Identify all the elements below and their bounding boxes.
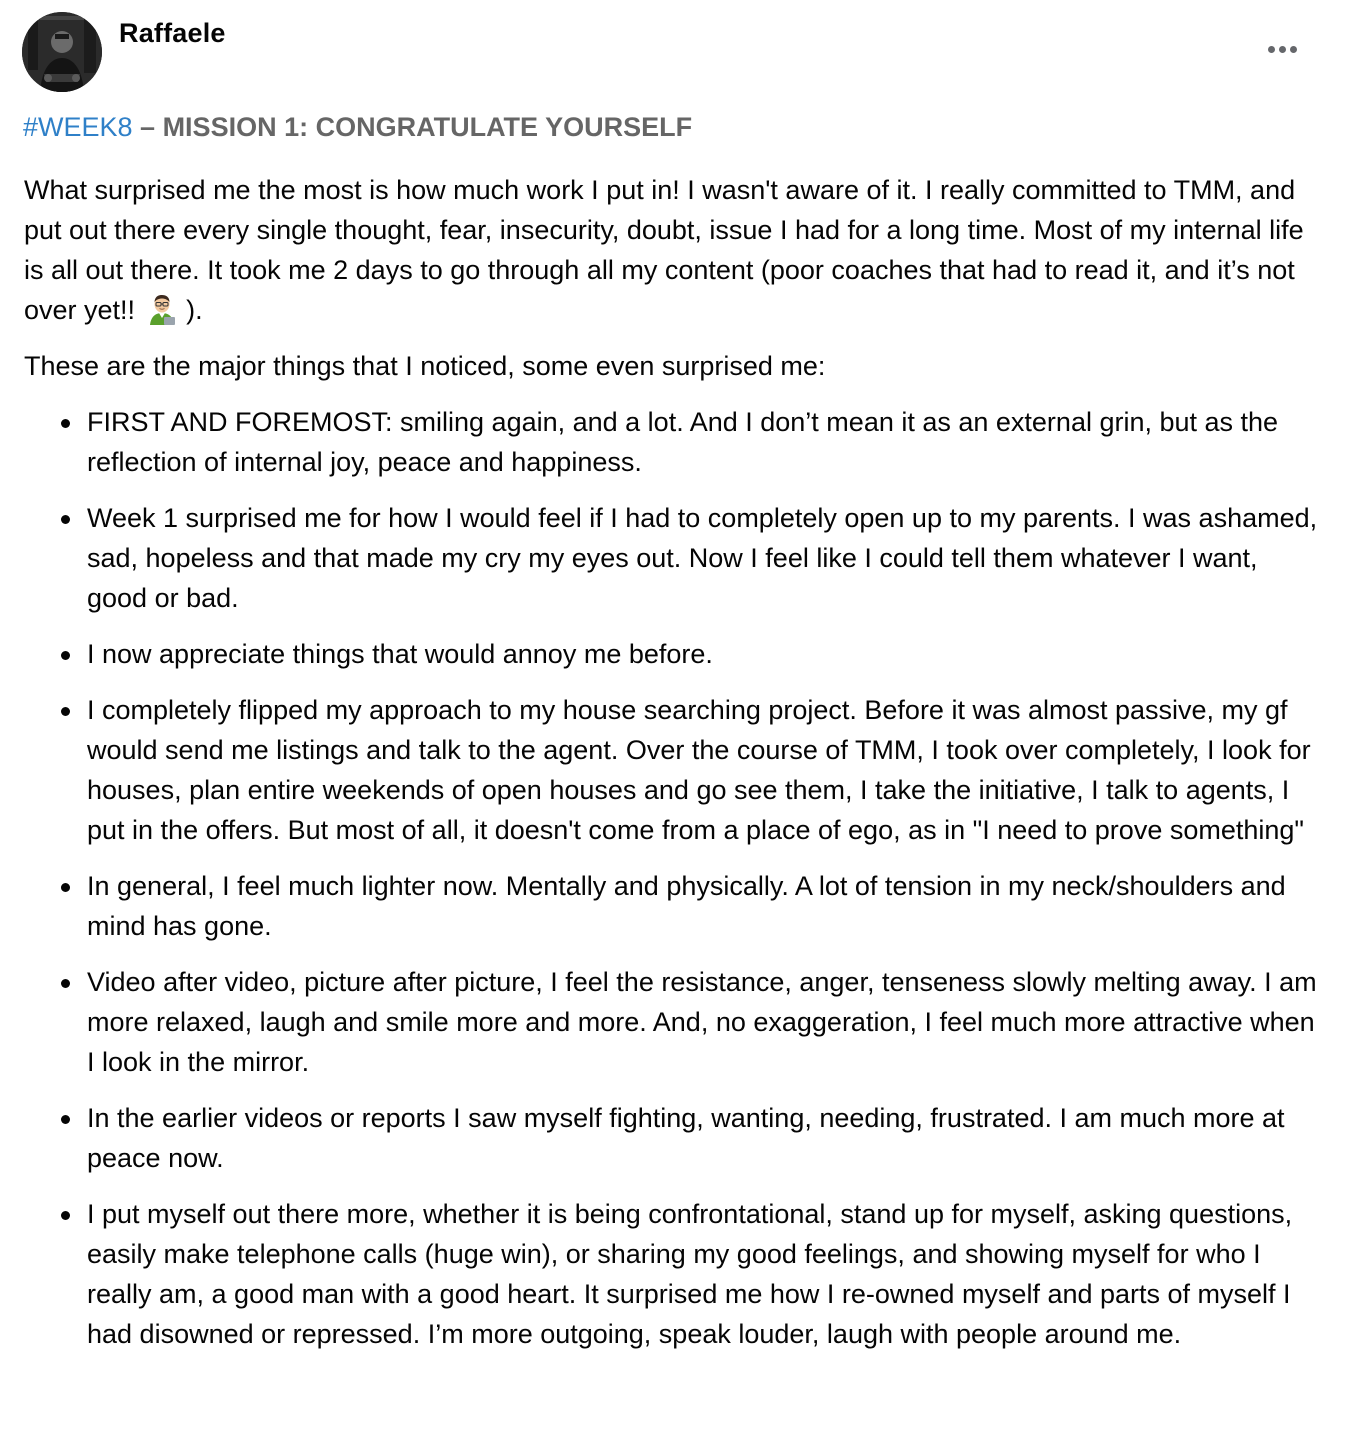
avatar[interactable] <box>22 12 102 92</box>
avatar-photo <box>22 12 102 92</box>
more-options-button[interactable] <box>1262 38 1302 60</box>
intro-text: What surprised me the most is how much work I put in! I wasn't aware of it. I really committed to TMM, and put out there every single thought, fear, insecurity, doubt, issue I had for a long time. Most of my internal life is all out there. It took me 2 days to go through all my content (poor coaches that had to read it, and it’s not over yet!! <box>24 175 1304 325</box>
intro-paragraph <box>24 170 1324 330</box>
more-horizontal-icon <box>1290 46 1297 53</box>
bullet-list <box>24 402 1324 1354</box>
list-item: I put myself out there more, whether it is being confrontational, stand up for myself, asking questions, easily make telephone calls (huge win), or sharing my good feelings, and showing myself for who I really am, a good man with a good heart. It surprised me how I re-owned myself and parts of myself I had disowned or repressed. I’m more outgoing, speak louder, laugh with people around me. <box>87 1194 1324 1354</box>
list-item: In general, I feel much lighter now. Mentally and physically. A lot of tension in my neck/shoulders and mind has gone. <box>87 866 1324 946</box>
man-technologist-emoji <box>147 293 177 325</box>
post-title <box>23 112 692 143</box>
more-horizontal-icon <box>1268 46 1275 53</box>
list-item: In the earlier videos or reports I saw myself fighting, wanting, needing, frustrated. I am much more at peace now. <box>87 1098 1324 1178</box>
list-item: I completely flipped my approach to my house searching project. Before it was almost passive, my gf would send me listings and talk to the agent. Over the course of TMM, I took over completely, I look for houses, plan entire weekends of open houses and go see them, I take the initiative, I talk to agents, I put in the offers. But most of all, it doesn't come from a place of ego, as in "I need to prove something" <box>87 690 1324 850</box>
post-header <box>22 12 1322 94</box>
lead-in-paragraph: These are the major things that I noticed, some even surprised me: <box>24 351 826 381</box>
hashtag-link[interactable]: #WEEK8 <box>23 112 133 142</box>
intro-text-end: ). <box>186 295 203 325</box>
list-item: Video after video, picture after picture, I feel the resistance, anger, tenseness slowly melting away. I am more relaxed, laugh and smile more and more. And, no exaggeration, I feel much more attractive when I look in the mirror. <box>87 962 1324 1082</box>
list-item: I now appreciate things that would annoy me before. <box>87 634 1324 674</box>
post-body <box>24 170 1324 1370</box>
list-item: FIRST AND FOREMOST: smiling again, and a lot. And I don’t mean it as an external grin, but as the reflection of internal joy, peace and happiness. <box>87 402 1324 482</box>
list-item: Week 1 surprised me for how I would feel if I had to completely open up to my parents. I was ashamed, sad, hopeless and that made my cry my eyes out. Now I feel like I could tell them whatever I want, good or bad. <box>87 498 1324 618</box>
post-title-text: – MISSION 1: CONGRATULATE YOURSELF <box>132 112 693 142</box>
more-horizontal-icon <box>1279 46 1286 53</box>
author-name[interactable]: Raffaele <box>119 18 226 48</box>
